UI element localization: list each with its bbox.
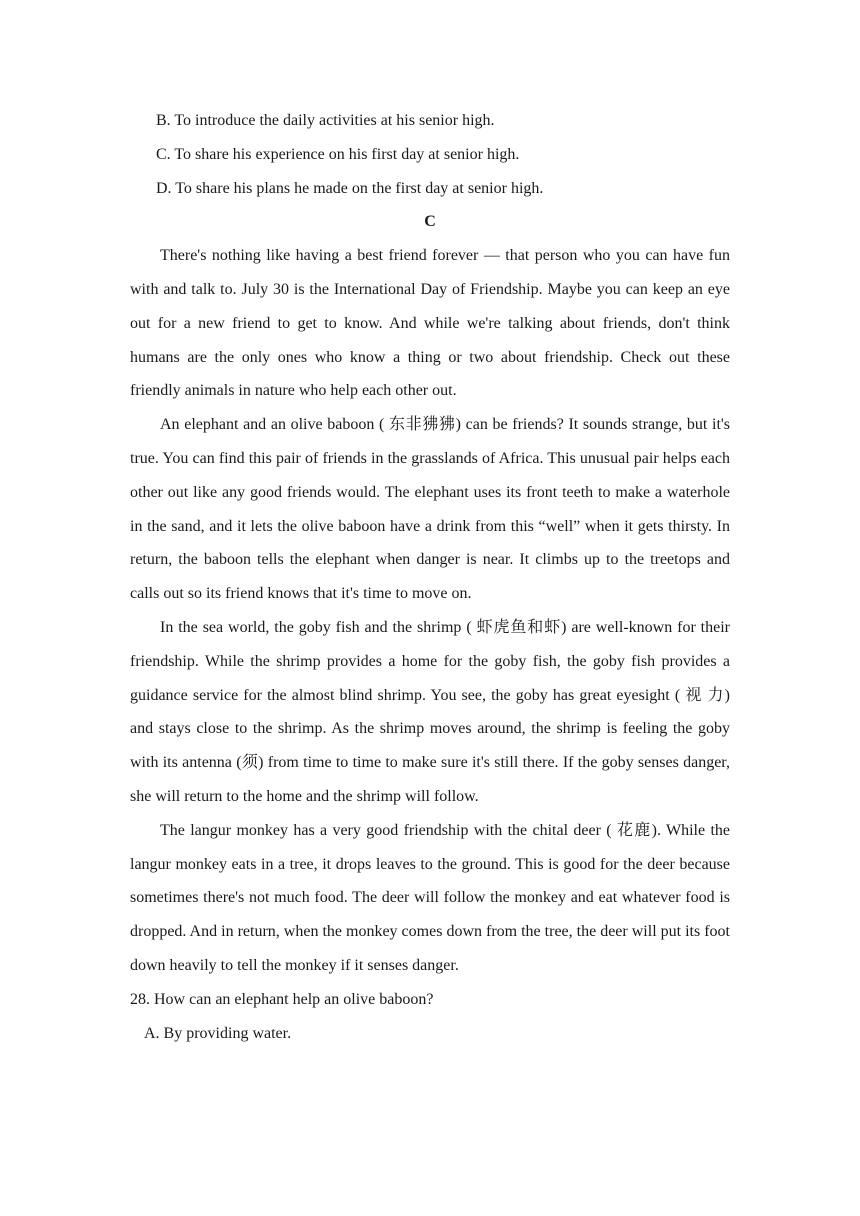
answer-option-d: D. To share his plans he made on the first day at senior high. [156, 179, 544, 197]
question-28-stem: 28. How can an elephant help an olive baboon? [130, 990, 434, 1008]
question-28-option-a: A. By providing water. [144, 1024, 292, 1042]
passage-paragraph-2: An elephant and an olive baboon ( 东非狒狒) can be friends? It sounds strange, but it's true. You can find this pair of friends in the grasslands of Africa. This unusual pair helps each other out like any good friends would. The elephant uses its front teeth to make a waterhole in the sand, and it lets the olive baboon have a drink from this “well” when it gets thirsty. In return, the baboon tells the elephant when danger is near. It climbs up to the treetops and calls out so its friend knows that it's time to move on. [130, 416, 730, 603]
passage-paragraph-4: The langur monkey has a very good friendship with the chital deer ( 花鹿). While the langur monkey eats in a tree, it drops leaves to the ground. This is good for the deer because sometimes there's not much food. The deer will follow the monkey and eat whatever food is dropped. And in return, when the monkey comes down from the tree, the deer will put its foot down heavily to tell the monkey if it senses danger. [130, 821, 730, 974]
passage-paragraph-3: In the sea world, the goby fish and the shrimp ( 虾虎鱼和虾) are well-known for their friendship. While the shrimp provides a home for the goby fish, the goby fish provides a guidance service for the almost blind shrimp. You see, the goby has great eyesight ( 视 力) and stays close to the shrimp. As the shrimp moves around, the shrimp is feeling the goby with its antenna (须) from time to time to make sure it's still there. If the goby senses danger, she will return to the home and the shrimp will follow. [130, 618, 730, 805]
document-page [130, 104, 730, 1050]
answer-option-b: B. To introduce the daily activities at his senior high. [156, 112, 495, 129]
passage-paragraph-1: There's nothing like having a best friend forever — that person who you can have fun with and talk to. July 30 is the International Day of Friendship. Maybe you can keep an eye out for a new friend to get to know. And while we're talking about friends, don't think humans are the only ones who know a thing or two about friendship. Check out these friendly animals in nature who help each other out. [130, 247, 730, 400]
section-heading: C [424, 213, 436, 231]
answer-option-c: C. To share his experience on his first day at senior high. [156, 145, 520, 163]
